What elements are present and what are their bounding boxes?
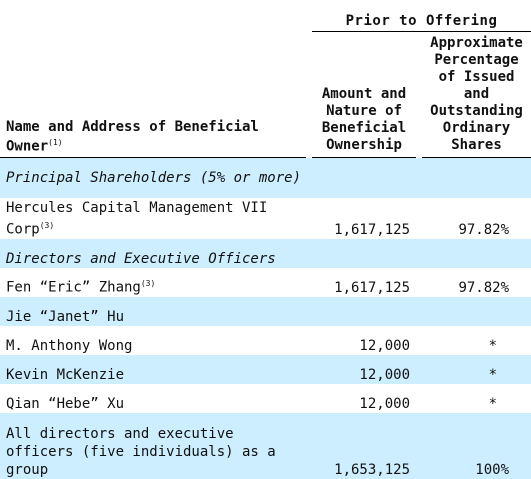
table-row	[0, 326, 531, 355]
percent-value: 100%	[422, 413, 531, 479]
percent-value: 97.82%	[458, 222, 510, 238]
table-row	[0, 355, 531, 384]
name-column-header	[0, 32, 306, 158]
percent-column-header: Approximate Percentage of Issued and Outstanding Ordinary Shares	[422, 32, 531, 158]
amount-value: 12,000	[359, 396, 410, 412]
table-row	[0, 268, 531, 297]
table-row	[0, 297, 531, 326]
section-row-directors	[0, 239, 531, 268]
section-row-principal-shareholders	[0, 158, 531, 199]
percent-value: *	[422, 355, 531, 384]
holder-name: Jie “Janet” Hu	[0, 297, 306, 326]
holder-name: All directors and executive officers (five individuals) as a group	[0, 413, 306, 479]
name-column-footnote: (1)	[48, 138, 63, 148]
table-row	[0, 384, 531, 413]
holder-name: M. Anthony Wong	[6, 338, 133, 354]
holder-name: Kevin McKenzie	[0, 355, 306, 384]
amount-column-header: Amount and Nature of Beneficial Ownership	[312, 32, 416, 158]
holder-name: Qian “Hebe” Xu	[6, 396, 125, 412]
name-column-label: Name and Address of Beneficial Owner	[6, 119, 259, 155]
amount-value: 1,617,125	[334, 280, 410, 296]
amount-value: 1,617,125	[334, 222, 410, 238]
percent-value: *	[488, 338, 498, 354]
footnote-marker: (3)	[39, 221, 55, 231]
percent-value: *	[488, 396, 498, 412]
amount-value: 12,000	[312, 355, 416, 384]
prior-to-offering-header: Prior to Offering	[312, 0, 531, 32]
footnote-marker: (3)	[140, 279, 156, 289]
holder-name: Hercules Capital Management VII Corp$^{(3)}$	[6, 200, 268, 238]
section-label: Principal Shareholders (5% or more)	[0, 158, 306, 199]
section-label: Directors and Executive Officers	[0, 239, 306, 268]
table-row	[0, 198, 531, 239]
percent-value: 97.82%	[458, 280, 510, 296]
table-row-total	[0, 413, 531, 479]
holder-name: Fen “Eric” Zhang$^{(3)}$	[6, 279, 156, 296]
amount-value: 1,653,125	[312, 413, 416, 479]
amount-value: 12,000	[359, 338, 410, 354]
